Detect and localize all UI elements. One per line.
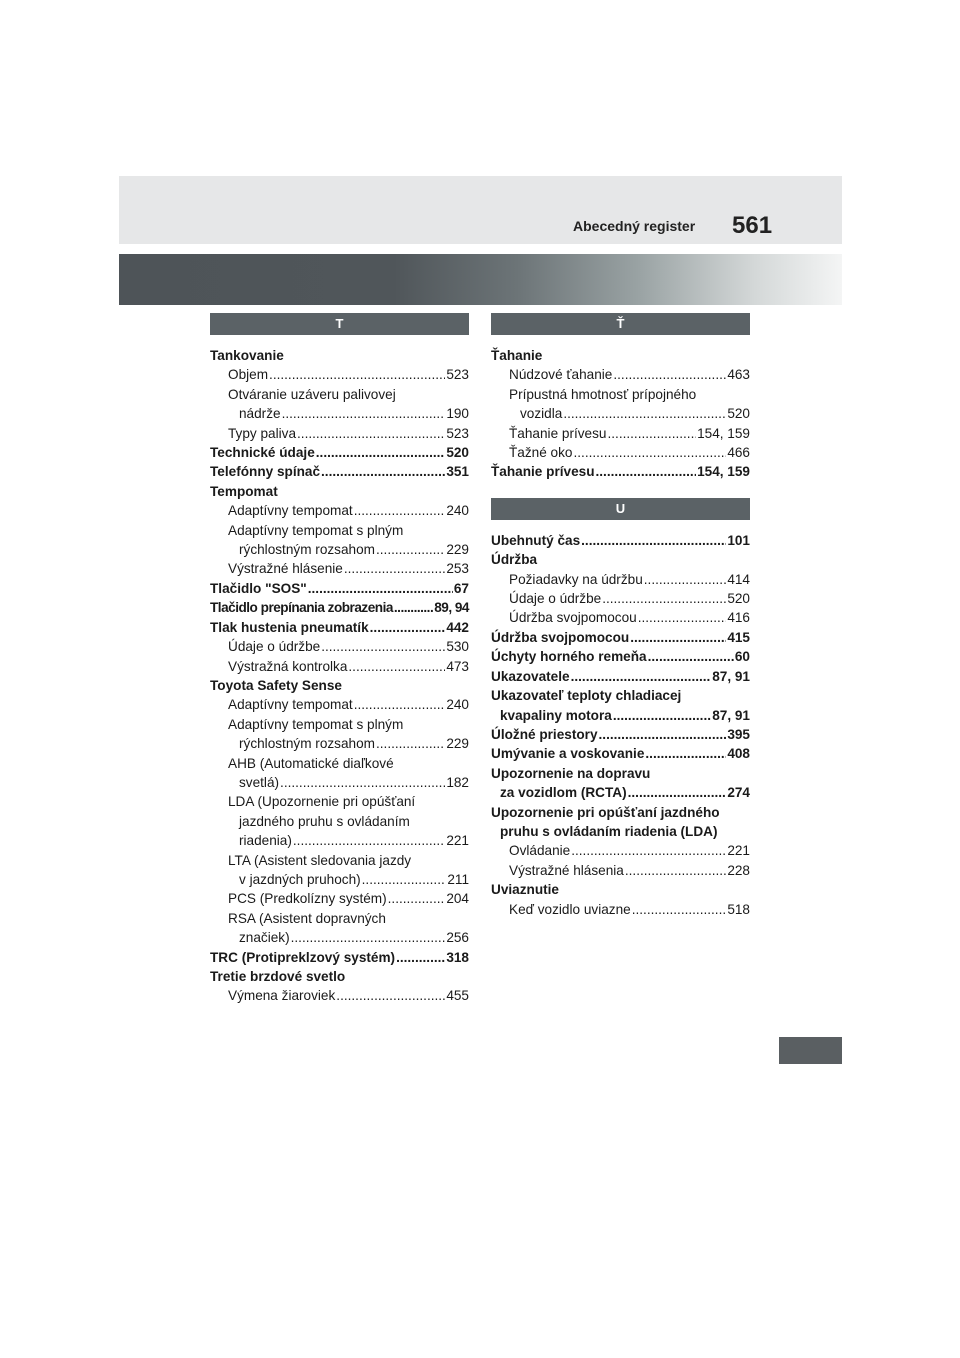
entry-page-ref: 221 bbox=[446, 833, 469, 849]
entry-page-ref: 414 bbox=[727, 571, 750, 587]
index-entry bbox=[210, 579, 469, 598]
entry-label: Keď vozidlo uviazne bbox=[509, 901, 631, 917]
entry-page-ref: 101 bbox=[727, 532, 750, 548]
entry-label: rýchlostným rozsahom bbox=[239, 736, 375, 752]
entry-label: značiek) bbox=[239, 930, 290, 946]
dot-leader bbox=[571, 841, 726, 860]
entry-label: svetlá) bbox=[239, 774, 280, 790]
entry-page-ref: 520 bbox=[727, 591, 750, 607]
section-header-t: T bbox=[210, 313, 469, 335]
entry-page-ref: 228 bbox=[727, 862, 750, 878]
entry-page-ref: 455 bbox=[446, 988, 469, 1004]
dot-leader bbox=[607, 424, 696, 443]
index-entry bbox=[491, 861, 750, 880]
index-entry bbox=[491, 706, 750, 725]
index-entry bbox=[491, 404, 750, 423]
entry-page-ref: 240 bbox=[446, 697, 469, 713]
entry-page-ref: 229 bbox=[446, 542, 469, 558]
entry-page-ref: 530 bbox=[446, 639, 469, 655]
dot-leader bbox=[563, 404, 726, 423]
entry-label: Úchyty horného remeňa bbox=[491, 649, 647, 665]
entry-page-ref: 154, 159 bbox=[697, 425, 750, 441]
index-column-left bbox=[210, 313, 469, 1006]
index-entry bbox=[210, 657, 469, 676]
dot-leader bbox=[354, 695, 446, 714]
index-entry bbox=[210, 909, 469, 928]
index-entry bbox=[210, 482, 469, 501]
dot-leader bbox=[354, 501, 446, 520]
entry-label: Tlak hustenia pneumatík bbox=[210, 619, 369, 635]
entry-label: Objem bbox=[228, 367, 269, 383]
entry-label: Ťahanie prívesu bbox=[491, 464, 595, 480]
entry-page-ref: 253 bbox=[446, 561, 469, 577]
dot-leader bbox=[321, 637, 445, 656]
entry-label: TRC (Protipreklzový systém) bbox=[210, 949, 396, 965]
entry-label: RSA (Asistent dopravných bbox=[228, 910, 386, 926]
entry-label: Tempomat bbox=[210, 483, 278, 499]
entry-label: Tlačidlo "SOS" bbox=[210, 580, 307, 596]
dot-leader bbox=[602, 589, 726, 608]
index-entry bbox=[210, 792, 469, 811]
entry-label: Úložné priestory bbox=[491, 726, 598, 742]
entry-page-ref: 395 bbox=[727, 726, 750, 742]
entry-label: nádrže bbox=[239, 406, 281, 422]
entry-label: Telefónny spínač bbox=[210, 464, 321, 480]
index-entry bbox=[210, 404, 469, 423]
index-entry bbox=[210, 967, 469, 986]
entry-label: Ukazovatele bbox=[491, 668, 570, 684]
entry-label: Tankovanie bbox=[210, 348, 284, 363]
entry-label: Údržba bbox=[491, 552, 538, 568]
entry-label: Upozornenie na dopravu bbox=[491, 765, 651, 781]
entry-page-ref: 466 bbox=[727, 445, 750, 461]
entry-page-ref: 520 bbox=[727, 406, 750, 422]
entry-page-ref: 518 bbox=[727, 901, 750, 917]
index-entry bbox=[210, 773, 469, 792]
dot-leader bbox=[321, 462, 445, 481]
entry-label: Toyota Safety Sense bbox=[210, 677, 342, 693]
entry-label: Umývanie a voskovanie bbox=[491, 746, 645, 762]
entry-label: Ťažné oko bbox=[509, 445, 573, 461]
index-entry bbox=[491, 841, 750, 860]
index-entry bbox=[491, 570, 750, 589]
index-entry bbox=[210, 559, 469, 578]
dot-leader bbox=[336, 986, 445, 1005]
dot-leader bbox=[396, 948, 445, 967]
index-entry bbox=[491, 531, 750, 550]
entry-page-ref: 442 bbox=[446, 619, 469, 635]
page-number: 561 bbox=[732, 212, 773, 239]
entry-label: Otváranie uzáveru palivovej bbox=[228, 386, 396, 402]
dot-leader bbox=[599, 725, 727, 744]
index-entry bbox=[210, 365, 469, 384]
index-entry bbox=[210, 812, 469, 831]
index-entry bbox=[210, 521, 469, 540]
entry-page-ref: 415 bbox=[727, 629, 750, 645]
entry-label: Údržba svojpomocou bbox=[491, 629, 630, 645]
entry-label: Technické údaje bbox=[210, 445, 315, 461]
entry-label: vozidla bbox=[520, 406, 563, 422]
dot-leader bbox=[280, 773, 445, 792]
entry-page-ref: 523 bbox=[446, 425, 469, 441]
dot-leader bbox=[628, 783, 727, 802]
index-entry bbox=[210, 676, 469, 695]
index-entry bbox=[210, 501, 469, 520]
index-entry bbox=[491, 686, 750, 705]
entry-label: Výstražné hlásenia bbox=[509, 862, 624, 878]
entry-page-ref: 190 bbox=[446, 406, 469, 422]
dot-leader bbox=[291, 928, 446, 947]
index-entry bbox=[491, 783, 750, 802]
index-entry bbox=[491, 346, 750, 365]
dot-leader bbox=[293, 831, 445, 850]
entry-page-ref: 274 bbox=[727, 785, 750, 801]
entry-label: za vozidlom (RCTA) bbox=[500, 785, 627, 801]
index-entry bbox=[210, 695, 469, 714]
dot-leader bbox=[645, 744, 726, 763]
entry-label: Prípustná hmotnosť prípojného bbox=[509, 386, 697, 402]
entry-page-ref: 240 bbox=[446, 503, 469, 519]
entry-page-ref: 318 bbox=[446, 949, 469, 965]
entry-page-ref: 463 bbox=[727, 367, 750, 383]
entry-page-ref: 221 bbox=[727, 843, 750, 859]
entry-label: Upozornenie pri opúšťaní jazdného bbox=[491, 804, 720, 820]
section-header: Ť bbox=[491, 313, 750, 335]
dot-leader bbox=[348, 657, 445, 676]
entry-label: v jazdných pruhoch) bbox=[239, 871, 361, 887]
dot-leader bbox=[625, 861, 726, 880]
entry-page-ref: 182 bbox=[446, 774, 469, 790]
dot-leader bbox=[573, 443, 726, 462]
entry-label: Typy paliva bbox=[228, 425, 297, 441]
index-entry bbox=[210, 424, 469, 443]
index-entry bbox=[491, 647, 750, 666]
entry-label: Výmena žiaroviek bbox=[228, 988, 336, 1004]
entry-label: LTA (Asistent sledovania jazdy bbox=[228, 852, 412, 868]
index-entry bbox=[210, 851, 469, 870]
entry-label: riadenia) bbox=[239, 833, 292, 849]
index-entry bbox=[210, 986, 469, 1005]
entry-label: Údaje o údržbe bbox=[228, 639, 321, 655]
dot-leader bbox=[632, 900, 727, 919]
index-entry bbox=[491, 628, 750, 647]
entry-page-ref: 229 bbox=[446, 736, 469, 752]
entry-page-ref: 87, 91 bbox=[712, 668, 750, 684]
entry-page-ref: 204 bbox=[446, 891, 469, 907]
index-entry bbox=[491, 424, 750, 443]
entry-label: Údržba svojpomocou bbox=[509, 610, 637, 626]
index-entry bbox=[491, 744, 750, 763]
entry-page-ref: 408 bbox=[727, 746, 750, 762]
index-entry bbox=[210, 928, 469, 947]
entry-page-ref: 523 bbox=[446, 367, 469, 383]
entry-page-ref: 256 bbox=[446, 930, 469, 946]
dot-leader bbox=[362, 870, 447, 889]
entry-label: Adaptívny tempomat s plným bbox=[228, 522, 404, 538]
dot-leader bbox=[282, 404, 446, 423]
index-entry bbox=[491, 900, 750, 919]
entry-page-ref: 473 bbox=[446, 658, 469, 674]
entry-label: PCS (Predkolízny systém) bbox=[228, 891, 387, 907]
dot-leader bbox=[644, 570, 727, 589]
dot-leader bbox=[638, 608, 727, 627]
entry-label: Ťahanie bbox=[491, 348, 543, 363]
entry-label: rýchlostným rozsahom bbox=[239, 542, 375, 558]
header-title: Abecedný register bbox=[573, 218, 696, 234]
dot-leader bbox=[571, 667, 712, 686]
entry-label: LDA (Upozornenie pri opúšťaní bbox=[228, 794, 416, 810]
dot-leader bbox=[630, 628, 726, 647]
entry-label: AHB (Automatické diaľkové bbox=[228, 755, 394, 771]
entry-label: Ukazovateľ teploty chladiacej bbox=[491, 688, 682, 704]
dot-leader bbox=[613, 706, 711, 725]
dot-leader bbox=[269, 365, 445, 384]
entry-label: Adaptívny tempomat bbox=[228, 697, 353, 713]
entry-label: jazdného pruhu s ovládaním bbox=[239, 813, 410, 829]
index-entry bbox=[491, 385, 750, 404]
entry-label: Údaje o údržbe bbox=[509, 591, 602, 607]
index-entry bbox=[491, 880, 750, 899]
entry-page-ref: 87, 91 bbox=[712, 707, 750, 723]
index-entry bbox=[491, 822, 750, 841]
entry-label: Požiadavky na údržbu bbox=[509, 571, 643, 587]
entry-label: kvapaliny motora bbox=[500, 707, 612, 723]
entry-label: Ovládanie bbox=[509, 843, 571, 859]
entry-page-ref: 211 bbox=[447, 871, 469, 887]
index-entry bbox=[210, 637, 469, 656]
index-entry bbox=[210, 618, 469, 637]
entry-label: Ubehnutý čas bbox=[491, 532, 581, 548]
index-entry bbox=[210, 540, 469, 559]
entry-label: Núdzové ťahanie bbox=[509, 367, 613, 383]
entry-label: Adaptívny tempomat s plným bbox=[228, 716, 404, 732]
entry-label: Výstražná kontrolka bbox=[228, 658, 348, 674]
dot-leader bbox=[316, 443, 446, 462]
index-entry bbox=[210, 734, 469, 753]
entry-label: Tretie brzdové svetlo bbox=[210, 969, 346, 984]
index-entry bbox=[491, 725, 750, 744]
dot-leader bbox=[308, 579, 453, 598]
dot-leader bbox=[581, 531, 726, 550]
index-entry bbox=[210, 870, 469, 889]
index-column-right bbox=[491, 313, 750, 919]
entry-page-ref: 520 bbox=[446, 445, 469, 461]
index-entry bbox=[210, 715, 469, 734]
entry-label: Tlačidlo prepínania zobrazenia bbox=[210, 600, 393, 616]
index-entry bbox=[210, 443, 469, 462]
index-entry bbox=[491, 803, 750, 822]
dot-leader bbox=[613, 365, 726, 384]
entry-page-ref: 67 bbox=[453, 580, 469, 596]
index-entry bbox=[210, 831, 469, 850]
dot-leader bbox=[376, 540, 445, 559]
entry-page-ref: 351 bbox=[446, 464, 469, 480]
index-entry bbox=[210, 948, 469, 967]
index-entry bbox=[491, 443, 750, 462]
entry-page-ref: 416 bbox=[727, 610, 750, 626]
index-entry bbox=[491, 550, 750, 569]
dot-leader bbox=[297, 424, 445, 443]
dot-leader bbox=[370, 618, 446, 637]
header-banner bbox=[119, 254, 842, 305]
index-entry bbox=[491, 608, 750, 627]
dot-leader bbox=[648, 647, 734, 666]
index-entry bbox=[210, 462, 469, 481]
entry-label: Výstražné hlásenie bbox=[228, 561, 343, 577]
index-entry bbox=[491, 667, 750, 686]
dot-leader bbox=[394, 598, 433, 617]
entry-page-ref: 89, 94 bbox=[434, 600, 469, 616]
entry-label: Uviaznutie bbox=[491, 882, 559, 898]
dot-leader bbox=[596, 462, 697, 481]
index-entry bbox=[210, 889, 469, 908]
section-header: U bbox=[491, 498, 750, 520]
chapter-tab bbox=[779, 1037, 842, 1064]
index-entry bbox=[210, 385, 469, 404]
index-entry bbox=[210, 598, 469, 617]
index-entry bbox=[491, 365, 750, 384]
index-entry bbox=[210, 346, 469, 365]
index-entry bbox=[491, 462, 750, 481]
entry-label: pruhu s ovládaním riadenia (LDA) bbox=[500, 823, 718, 839]
dot-leader bbox=[388, 889, 446, 908]
entry-page-ref: 154, 159 bbox=[697, 464, 750, 480]
index-entry bbox=[210, 754, 469, 773]
entry-label: Ťahanie prívesu bbox=[509, 425, 607, 441]
dot-leader bbox=[344, 559, 445, 578]
entry-page-ref: 60 bbox=[734, 649, 750, 665]
index-entry bbox=[491, 589, 750, 608]
dot-leader bbox=[376, 734, 445, 753]
entry-label: Adaptívny tempomat bbox=[228, 503, 353, 519]
index-entry bbox=[491, 764, 750, 783]
